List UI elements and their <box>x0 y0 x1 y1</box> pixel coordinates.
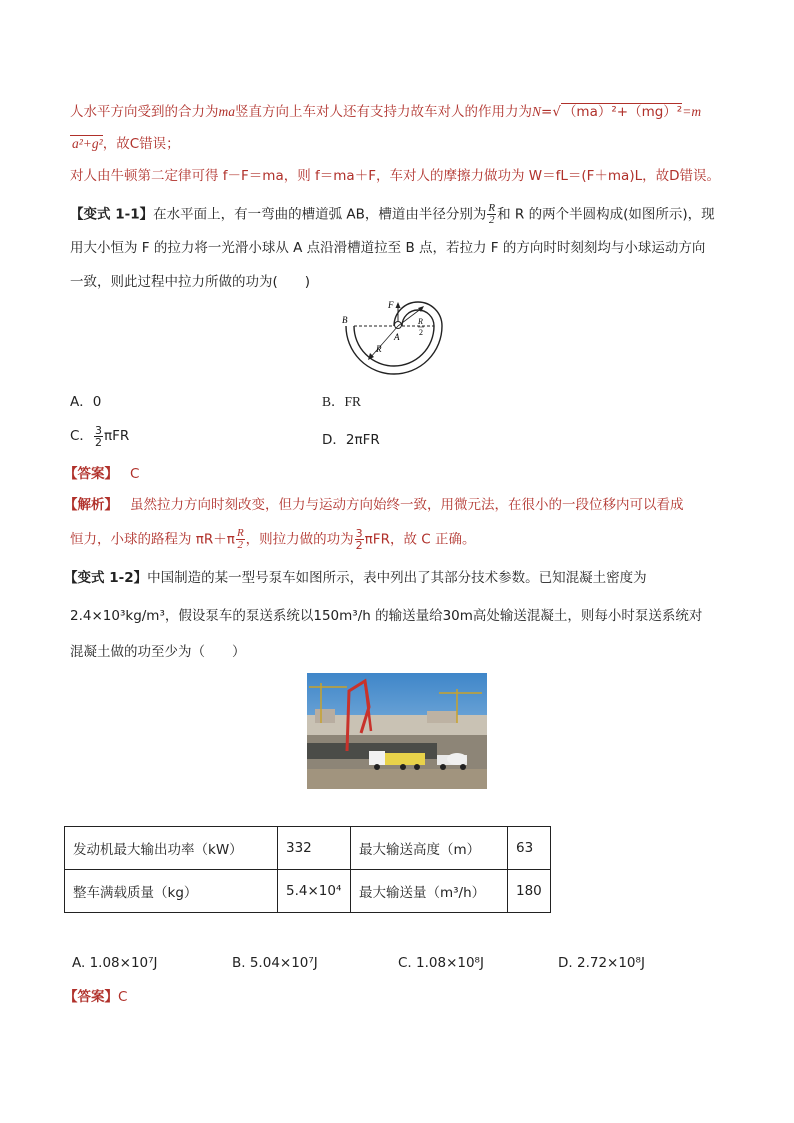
q1-line-3: 一致，则此过程中拉力所做的功为( ) <box>70 274 311 290</box>
label-B: B <box>342 315 348 325</box>
q1-analysis-line-2: 恒力，小球的路程为 πR＋π $\frac{R}{2}$ ，则拉力做的功为 $\frac{3}{2}$ πFR，故 C 正确。 <box>70 527 476 552</box>
table-cell: 整车满载质量（kg） <box>65 870 278 913</box>
q2-line-1: 【变式 1-2】中国制造的某一型号泵车如图所示，表中列出了其部分技术参数。已知混凝土密度为 <box>64 570 647 586</box>
label-A: A <box>394 332 400 342</box>
table-cell: 332 <box>278 827 351 870</box>
q1-option-a: A．0 <box>70 394 102 410</box>
solution-line-1: 人水平方向受到的合力为ma竖直方向上车对人还有支持力故车对人的作用力为N=√ （ma）²+（mg）²=m <box>70 104 702 120</box>
q1-answer: 【答案】 C <box>64 466 140 482</box>
q1-line-2: 用大小恒为 F 的拉力将一光滑小球从 A 点沿滑槽道拉至 B 点，若拉力 F 的方向时时刻刻均与小球运动方向 <box>70 240 706 256</box>
q2-line-2: 2.4×10³kg/m³，假设泵车的泵送系统以150m³/h 的输送量给30m高处输送混凝土，则每小时泵送系统对 <box>70 608 703 624</box>
table-cell: 发动机最大输出功率（kW） <box>65 827 278 870</box>
label-R: R <box>376 344 382 354</box>
semicircle-track-diagram <box>340 296 450 380</box>
table-row <box>65 870 551 913</box>
table-cell: 180 <box>508 870 551 913</box>
q1-option-c: C． $\frac{3}{2}$ πFR <box>70 423 130 449</box>
label-R2-num: R <box>418 317 423 326</box>
table-cell: 5.4×10⁴ <box>278 870 351 913</box>
q2-option-c: C. 1.08×10⁸J <box>398 955 484 971</box>
label-F: F <box>388 300 394 310</box>
table-cell: 最大输送量（m³/h） <box>351 870 508 913</box>
q2-answer: 【答案】C <box>64 989 128 1005</box>
table-cell: 最大输送高度（m） <box>351 827 508 870</box>
label-R2-den: 2 <box>419 328 423 337</box>
table-cell: 63 <box>508 827 551 870</box>
table-row <box>65 827 551 870</box>
spec-table <box>64 826 551 913</box>
q1-option-b: B．FR <box>322 394 362 409</box>
q2-line-3: 混凝土做的功至少为（ ） <box>70 644 246 660</box>
q2-option-d: D. 2.72×10⁸J <box>558 955 645 971</box>
pump-truck-photo <box>307 673 487 789</box>
q2-option-b: B. 5.04×10⁷J <box>232 955 318 971</box>
q1-line-1: 【变式 1-1】在水平面上，有一弯曲的槽道弧 AB，槽道由半径分别为 $\frac{R}{2}$ 和 R 的两个半圆构成(如图所示)，现 <box>70 202 715 226</box>
q1-analysis-line-1: 【解析】 虽然拉力方向时刻改变，但力与运动方向始终一致，用微元法，在很小的一段位移内可以看成 <box>64 497 684 513</box>
solution-line-2: a²+g²，故C错误； <box>72 136 180 152</box>
q2-option-a: A. 1.08×10⁷J <box>72 955 158 971</box>
solution-line-3: 对人由牛顿第二定律可得 f－F＝ma，则 f＝ma＋F，车对人的摩擦力做功为 W＝fL＝(F＋ma)L，故D错误。 <box>70 168 721 184</box>
q1-option-d: D．2πFR <box>322 432 380 448</box>
